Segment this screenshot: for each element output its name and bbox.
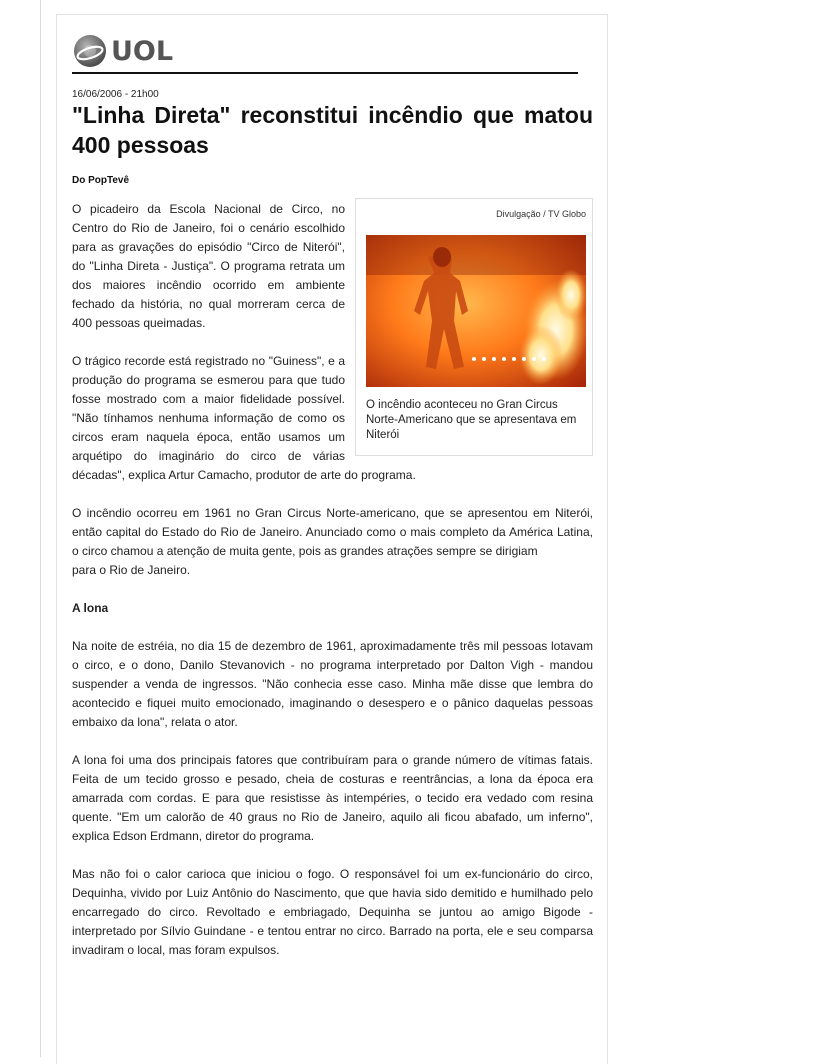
article-paragraph: O incêndio ocorreu em 1961 no Gran Circus Norte-americano, que se apresentou em Niterói, então capital do Estado do Rio de Janeiro. Anunciado como o mais completo da América Latina, o circo chamou a atenção de muita gente, pois as grandes atrações sempre se dirigiam [72, 506, 593, 558]
article-page [56, 14, 608, 1064]
uol-sphere-icon [73, 34, 107, 68]
header-divider [72, 72, 578, 74]
article-paragraph: para o Rio de Janeiro. [72, 563, 191, 577]
fire-photo[interactable] [366, 235, 586, 387]
photo-caption: O incêndio aconteceu no Gran Circus Norte-Americano que se apresentava em Niterói [366, 399, 577, 441]
article-paragraph: Mas não foi o calor carioca que iniciou o fogo. O responsável foi um ex-funcionário do circo, Dequinha, vivido por Luiz Antônio do Nascimento, que que havia sido demitido e humilhado pelo encarregado do circo. Revoltado e embriagado, Dequinha se juntou ao amigo Bigode - interpretado por Sílvio Guindane - e tentou entrar no circo. Barrado na porta, ele e seu comparsa invadiram o local, mas foram expulsos. [72, 867, 593, 957]
article-paragraph: Na noite de estréia, no dia 15 de dezembro de 1961, aproximadamente três mil pessoas lotavam o circo, e o dono, Danilo Stevanovich - no programa interpretado por Dalton Vigh - mandou suspender a venda de ingressos. "Não conhecia esse caso. Minha mãe disse que lembra do acontecido e fiquei muito emocionado, imaginando o desespero e o pânico daquelas pessoas embaixo da lona", relata o ator. [72, 639, 593, 729]
photo-credit: Divulgação / TV Globo [496, 209, 586, 219]
article-headline: "Linha Direta" reconstitui incêndio que matou 400 pessoas [72, 102, 593, 158]
article-paragraph: A lona foi uma dos principais fatores que contribuíram para o grande número de vítimas fatais. Feita de um tecido grosso e pesado, cheia de costuras e reentrâncias, a lona da época era amarrada com cordas. E para que resistisse às intempéries, o tecido era vedado com resina quente. "Em um calorão de 40 graus no Rio de Janeiro, aquilo ali ficou abafado, um inferno", explica Edson Erdmann, diretor do programa. [72, 753, 593, 843]
article-body [72, 200, 593, 979]
article-byline: Do PopTevê [72, 175, 130, 186]
uol-logo[interactable] [73, 31, 173, 71]
section-heading: A lona [72, 601, 109, 615]
article-paragraph: O trágico recorde está registrado no "Guiness", e a produção do programa se esmerou para que tudo fosse mostrado com a maior fidelidade possível. "Não tínhamos nenhuma informação de como os circos eram naquela época, então usamos um arquétipo do imaginário do circo de várias décadas", explica Artur Camacho, produtor de arte do programa. [72, 354, 416, 482]
page-margin-rule [40, 0, 41, 1057]
logo-text: UOL [111, 35, 174, 67]
article-paragraph: O picadeiro da Escola Nacional de Circo, no Centro do Rio de Janeiro, foi o cenário escolhido para as gravações do episódio "Circo de Niterói", do "Linha Direta - Justiça". O programa retrata um dos maiores incêndio ocorrido em ambiente fechado da história, no qual morreram cerca de 400 pessoas queimadas. [72, 202, 345, 330]
article-date: 16/06/2006 - 21h00 [72, 89, 159, 100]
photo-box [355, 198, 593, 456]
